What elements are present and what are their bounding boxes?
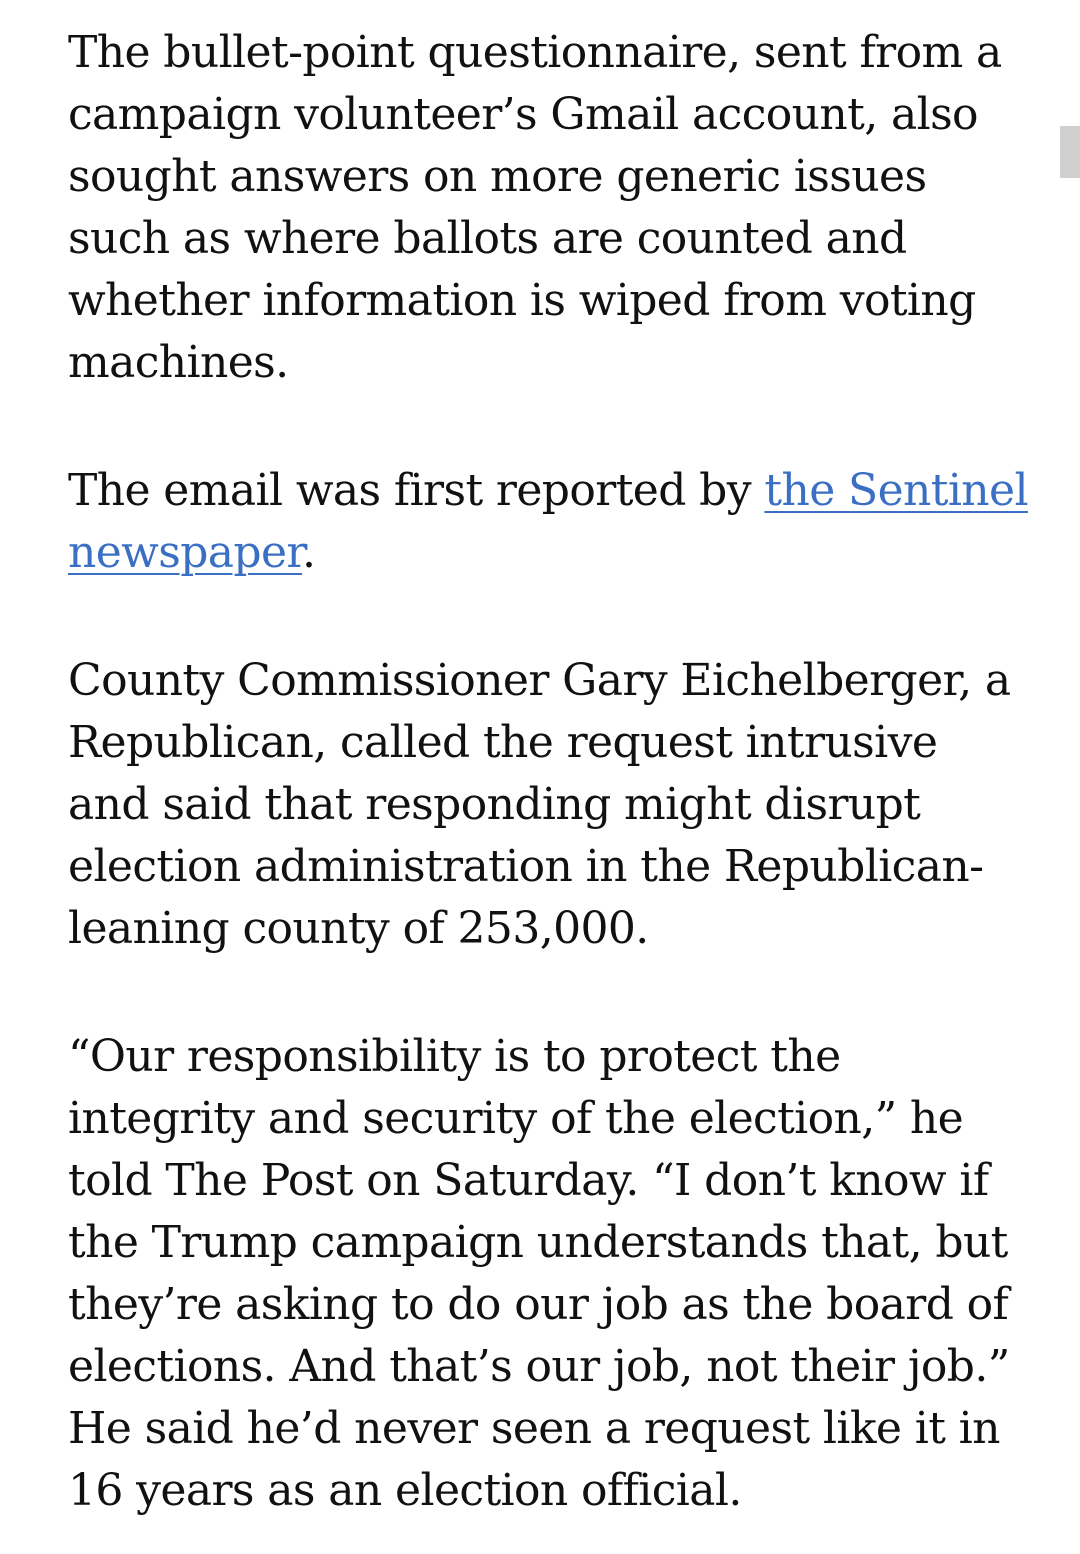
- paragraph-questionnaire: The bullet-point questionnaire, sent from a campaign volunteer’s Gmail account, also sought answers on more generic issues such as where ballots are counted and whether information is wiped from voting machines.: [68, 27, 1002, 388]
- paragraph-text-before-link: The email was first reported by: [68, 465, 765, 516]
- paragraph-text-after-link: .: [302, 527, 316, 578]
- sentinel-newspaper-link[interactable]: the Sentinel newspaper: [68, 465, 1028, 578]
- paragraph-quote: “Our responsibility is to protect the integrity and security of the election,” he told The Post on Saturday. “I don’t know if the Trump campaign understands that, but they’re asking to do our job as the board of elections. And that’s our job, not their job.” He said he’d never seen a request like it in 16 years as an election official.: [68, 1031, 1010, 1516]
- paragraph-first-reported: [68, 460, 1028, 584]
- article-body: [68, 22, 1028, 1522]
- scrollbar-thumb[interactable]: [1060, 126, 1080, 178]
- paragraph-commissioner: County Commissioner Gary Eichelberger, a Republican, called the request intrusive and said that responding might disrupt election administration in the Republican-leaning county of 253,000.: [68, 655, 1011, 954]
